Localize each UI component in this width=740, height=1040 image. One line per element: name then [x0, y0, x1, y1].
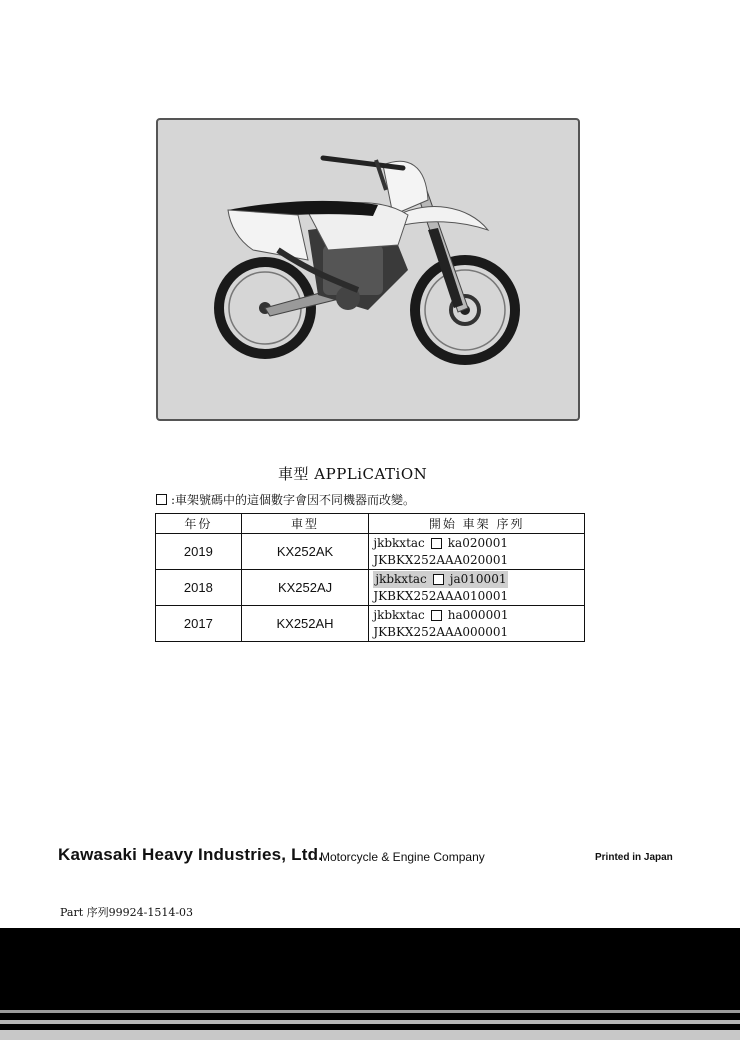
highlighted-serial: jkbkxtac ja010001 [375, 571, 507, 586]
placeholder-box-icon [156, 494, 167, 505]
serial-line-b: JKBKX252AAA020001 [373, 552, 509, 567]
serial-line-b: JKBKX252AAA000001 [373, 624, 509, 639]
placeholder-box-icon [431, 610, 442, 621]
serial-cell [369, 534, 585, 570]
header-year: 年份 [156, 514, 242, 534]
year-cell: 2017 [156, 606, 242, 642]
table-row [156, 534, 585, 570]
model-cell: KX252AK [241, 534, 369, 570]
placeholder-box-icon [433, 574, 444, 585]
placeholder-box-icon [431, 538, 442, 549]
company-name: Kawasaki Heavy Industries, Ltd. [58, 845, 324, 864]
serial-line-b: JKBKX252AAA010001 [373, 588, 509, 603]
serial-line-a: jkbkxtac ha000001 [373, 607, 509, 622]
serial-cell [369, 570, 585, 606]
header-model: 車型 [241, 514, 369, 534]
model-cell: KX252AJ [241, 570, 369, 606]
table-row [156, 570, 585, 606]
motorcycle-photo-frame [156, 118, 580, 421]
serial-line-a [373, 571, 584, 588]
footer-stripe [0, 1013, 740, 1020]
table-header-row [156, 514, 585, 534]
serial-line-a: jkbkxtac ka020001 [373, 535, 509, 550]
year-cell: 2019 [156, 534, 242, 570]
application-table [155, 513, 585, 642]
year-cell: 2018 [156, 570, 242, 606]
footer-black-band [0, 928, 740, 1010]
company-division: Motorcycle & Engine Company [320, 850, 485, 864]
header-start-serial: 開始 車架 序列 [369, 514, 585, 534]
printed-in-label: Printed in Japan [595, 852, 673, 863]
application-title: 車型 APPLiCATiON [278, 465, 428, 483]
footer-stripe [0, 1030, 740, 1040]
serial-cell [369, 606, 585, 642]
table-row [156, 606, 585, 642]
motorcycle-illustration [158, 120, 578, 419]
model-cell: KX252AH [241, 606, 369, 642]
note-text: :車架號碼中的這個數字會因不同機器而改變。 [171, 493, 416, 507]
frame-number-note [156, 491, 415, 508]
part-number: Part 序列99924-1514-03 [60, 906, 194, 919]
